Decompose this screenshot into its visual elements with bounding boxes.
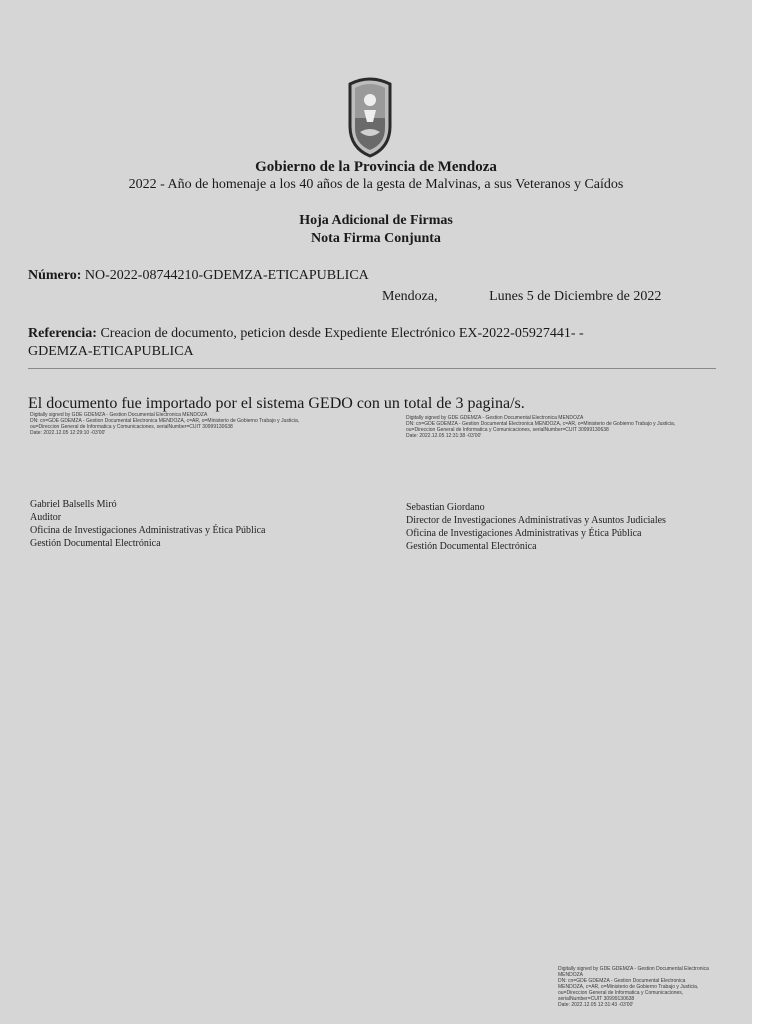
government-motto: 2022 - Año de homenaje a los 40 años de la gesta de Malvinas, a sus Veteranos y Caídos — [128, 177, 624, 192]
document-city: Mendoza, — [382, 289, 438, 304]
signature-stamp-line: Date: 2022.12.05 12:29:10 -03'00' — [30, 430, 106, 436]
import-notice: El documento fue importado por el sistema GEDO con un total de 3 pagina/s. — [28, 395, 525, 412]
reference-text-1: Creacion de documento, peticion desde Expediente Electrónico EX-2022-05927441- - — [100, 326, 584, 341]
document-type-title: Hoja Adicional de Firmas — [299, 213, 453, 228]
signer-name: Gabriel Balsells Miró — [30, 499, 117, 510]
signature-stamp-line: DN: cn=GDE GDEMZA - Gestion Documental Electronica — [558, 978, 686, 984]
signature-stamp-line: ou=Direccion General de Informatica y Comunicaciones, serialNumber=CUIT 30999130638 — [406, 427, 609, 433]
signature-stamp-line: Date: 2022.12.05 12:31:38 -03'00' — [406, 433, 482, 439]
signer-block-1 — [30, 498, 266, 550]
signature-stamp-line: serialNumber=CUIT 30999130638 — [558, 996, 635, 1002]
signature-stamp-line: Digitally signed by GDE GDEMZA - Gestion Documental Electronica — [558, 966, 709, 972]
document-date-row — [382, 289, 661, 305]
document-subtype-title: Nota Firma Conjunta — [311, 231, 441, 246]
divider-line — [28, 368, 716, 369]
government-title: Gobierno de la Provincia de Mendoza — [255, 159, 497, 175]
document-number-label: Número: — [28, 268, 82, 283]
signature-stamp-line: Digitally signed by GDE GDEMZA - Gestion Documental Electronica MENDOZA — [406, 415, 584, 421]
digital-signature-stamp-3 — [558, 966, 709, 1008]
document-number-row — [28, 268, 369, 284]
page-edge-strip — [752, 0, 768, 1024]
signature-stamp-line: Digitally signed by GDE GDEMZA - Gestion Documental Electronica MENDOZA — [30, 412, 208, 418]
signature-stamp-line: DN: cn=GDE GDEMZA - Gestion Documental Electronica MENDOZA, c=AR, o=Ministerio de Gobierno Trabajo y Justicia, — [30, 418, 300, 424]
signature-stamp-line: ou=Direccion General de Informatica y Comunicaciones, serialNumber=CUIT 30999130638 — [30, 424, 233, 430]
signer-system: Gestión Documental Electrónica — [30, 538, 161, 549]
document-number-value: NO-2022-08744210-GDEMZA-ETICAPUBLICA — [84, 268, 369, 283]
reference-label: Referencia: — [28, 326, 97, 341]
signer-block-2 — [406, 501, 666, 553]
signature-stamp-line: Date: 2022.12.05 12:31:43 -03'00' — [558, 1002, 634, 1008]
signer-role: Director de Investigaciones Administrativas y Asuntos Judiciales — [406, 515, 666, 526]
signer-name: Sebastian Giordano — [406, 502, 485, 513]
signature-stamp-line: DN: cn=GDE GDEMZA - Gestion Documental Electronica MENDOZA, c=AR, o=Ministerio de Gobierno Trabajo y Justicia, — [406, 421, 676, 427]
signer-office: Oficina de Investigaciones Administrativas y Ética Pública — [30, 525, 266, 536]
signature-stamp-line: MENDOZA, c=AR, o=Ministerio de Gobierno Trabajo y Justicia, — [558, 984, 699, 990]
signer-system: Gestión Documental Electrónica — [406, 541, 537, 552]
digital-signature-stamp-2 — [406, 415, 675, 439]
reference-text-2: GDEMZA-ETICAPUBLICA — [28, 344, 194, 359]
digital-signature-stamp-1 — [30, 412, 299, 436]
mendoza-coat-of-arms-seal — [340, 76, 400, 158]
signature-stamp-line: MENDOZA — [558, 972, 583, 978]
signer-office: Oficina de Investigaciones Administrativas y Ética Pública — [406, 528, 642, 539]
signature-stamp-line: ou=Direccion General de Informatica y Comunicaciones, — [558, 990, 684, 996]
signer-role: Auditor — [30, 512, 62, 523]
reference-line-1 — [28, 325, 728, 343]
document-reference — [28, 325, 728, 361]
document-date: Lunes 5 de Diciembre de 2022 — [489, 289, 662, 304]
